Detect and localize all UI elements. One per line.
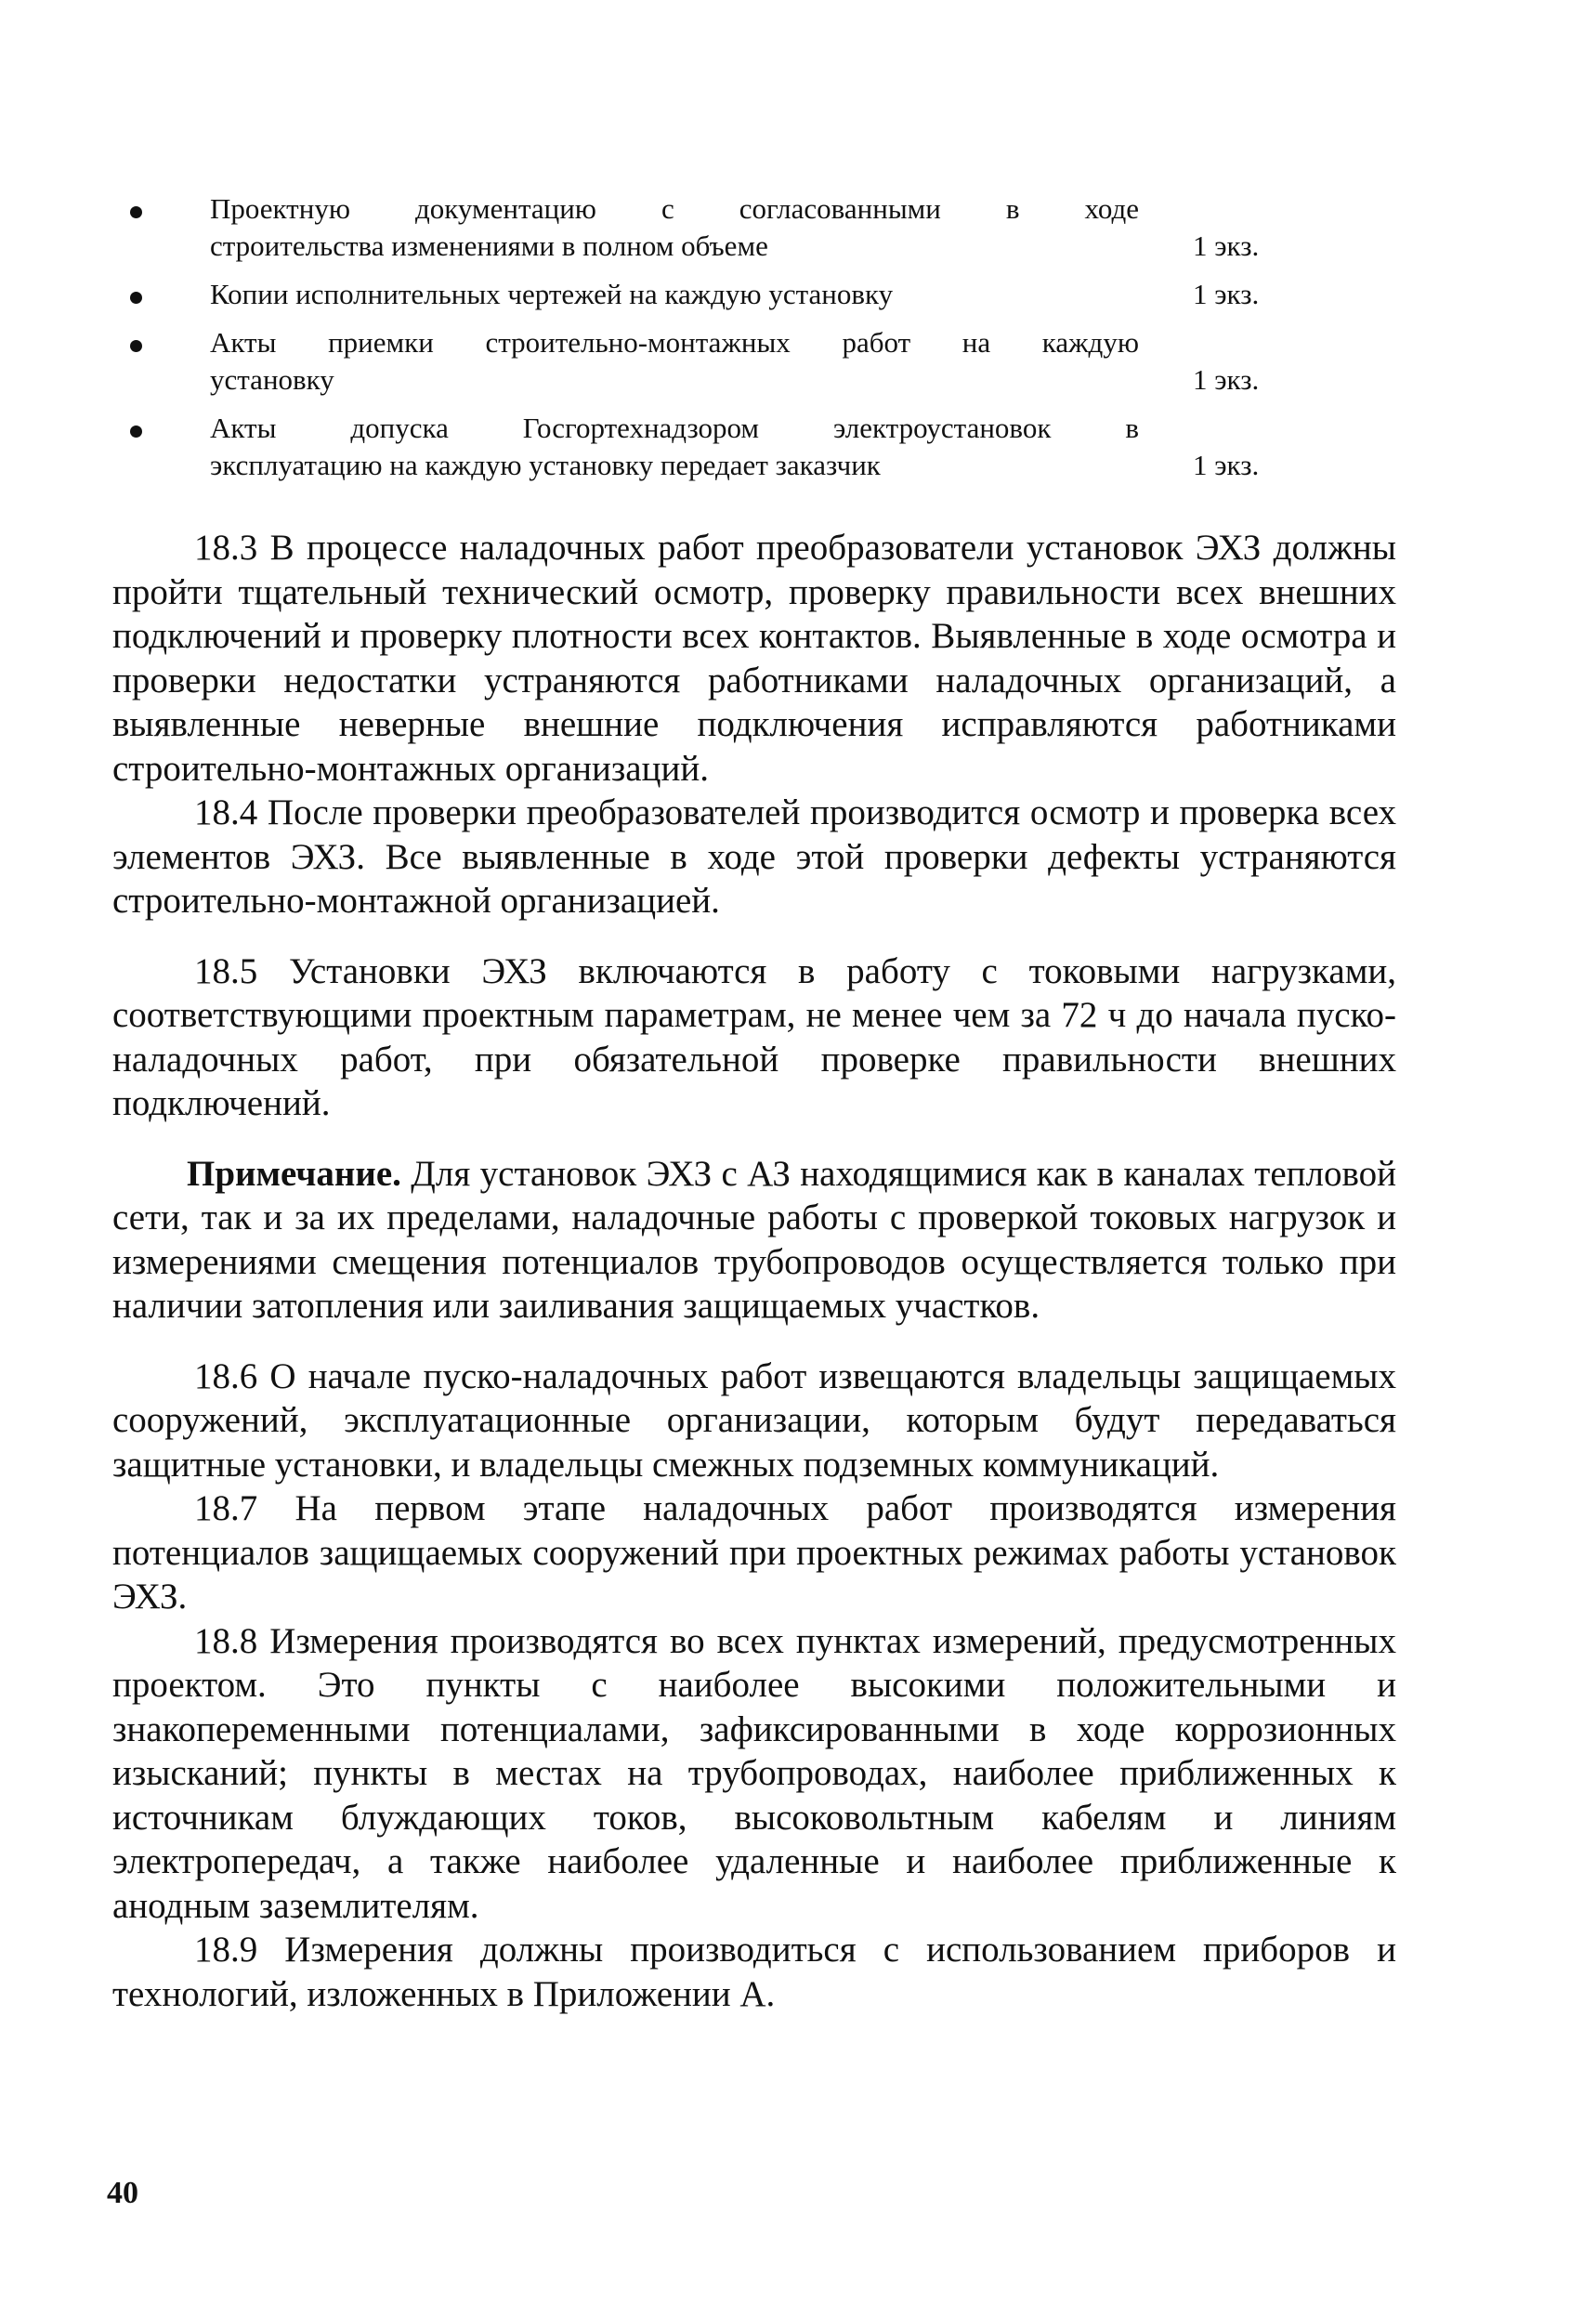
list-item-line: строительства изменениями в полном объеме <box>210 229 768 262</box>
list-item <box>130 410 1282 484</box>
paragraph-18-6: 18.6 О начале пуско-наладочных работ извещаются владельцы защищаемых сооружений, эксплуатационные организации, которым будут передаваться защитные установки, и владельцы смежных подземных коммуникаций. <box>112 1355 1396 1485</box>
list-item-line: Акты приемки строительно-монтажных работ на каждую <box>210 326 1139 359</box>
note-text: Для установок ЭХЗ с АЗ находящимися как в каналах тепловой сети, так и за их пределами, наладочные работы с проверкой токовых нагрузок и измерениями смещения потенциалов трубопроводов осуществляется только при наличии затопления или заиливания защищаемых участков. <box>112 1153 1396 1326</box>
note-label: Примечание. <box>187 1153 401 1194</box>
list-item <box>130 324 1282 399</box>
list-item-line: установку <box>210 363 334 396</box>
quantity: 1 экз. <box>1193 363 1260 396</box>
bullet-icon <box>130 340 142 352</box>
list-item-line: эксплуатацию на каждую установку передает заказчик <box>210 449 881 481</box>
documents-list <box>130 190 1282 495</box>
paragraph-18-3: 18.3 В процессе наладочных работ преобразователи установок ЭХЗ должны пройти тщательный технический осмотр, проверку правильности всех внешних подключений и проверку плотности всех контактов. Выявленные в ходе осмотра и проверки недостатки устраняются работниками наладочных организаций, а выявленные неверные внешние подключения исправляются работниками строительно-монтажных организаций. <box>112 528 1396 789</box>
body-text <box>112 526 1396 2016</box>
list-item-line: Проектную документацию с согласованными в ходе <box>210 192 1139 225</box>
quantity: 1 экз. <box>1193 278 1260 310</box>
paragraph-18-8: 18.8 Измерения производятся во всех пунктах измерений, предусмотренных проектом. Это пункты с наиболее высокими положительными и знакопеременными потенциалами, зафиксированными в ходе коррозионных изысканий; пункты в местах на трубопроводах, наиболее приближенных к источникам блуждающих токов, высоковольтным кабелям и линиям электропередач, а также наиболее удаленные и наиболее приближенные к анодным заземлителям. <box>112 1620 1396 1926</box>
list-item <box>130 190 1282 265</box>
note-paragraph <box>112 1152 1396 1329</box>
bullet-icon <box>130 206 142 218</box>
paragraph-18-4: 18.4 После проверки преобразователей производится осмотр и проверка всех элементов ЭХЗ. Все выявленные в ходе этой проверки дефекты устраняются строительно-монтажной организацией. <box>112 792 1396 921</box>
list-item-line: Акты допуска Госгортехнадзором электроустановок в <box>210 412 1139 444</box>
bullet-icon <box>130 292 142 304</box>
paragraph-18-5: 18.5 Установки ЭХЗ включаются в работу с токовыми нагрузками, соответствующими проектным параметрам, не менее чем за 72 ч до начала пуско-наладочных работ, при обязательной проверке правильности внешних подключений. <box>112 950 1396 1123</box>
bullet-icon <box>130 425 142 438</box>
paragraph-18-7: 18.7 На первом этапе наладочных работ производятся измерения потенциалов защищаемых сооружений при проектных режимах работы установок ЭХЗ. <box>112 1488 1396 1617</box>
quantity: 1 экз. <box>1193 449 1260 481</box>
list-item <box>130 276 1282 313</box>
list-item-line: Копии исполнительных чертежей на каждую установку <box>210 278 894 310</box>
page-number: 40 <box>107 2176 138 2210</box>
paragraph-18-9: 18.9 Измерения должны производиться с использованием приборов и технологий, изложенных в Приложении А. <box>112 1930 1396 2014</box>
quantity: 1 экз. <box>1193 229 1260 262</box>
